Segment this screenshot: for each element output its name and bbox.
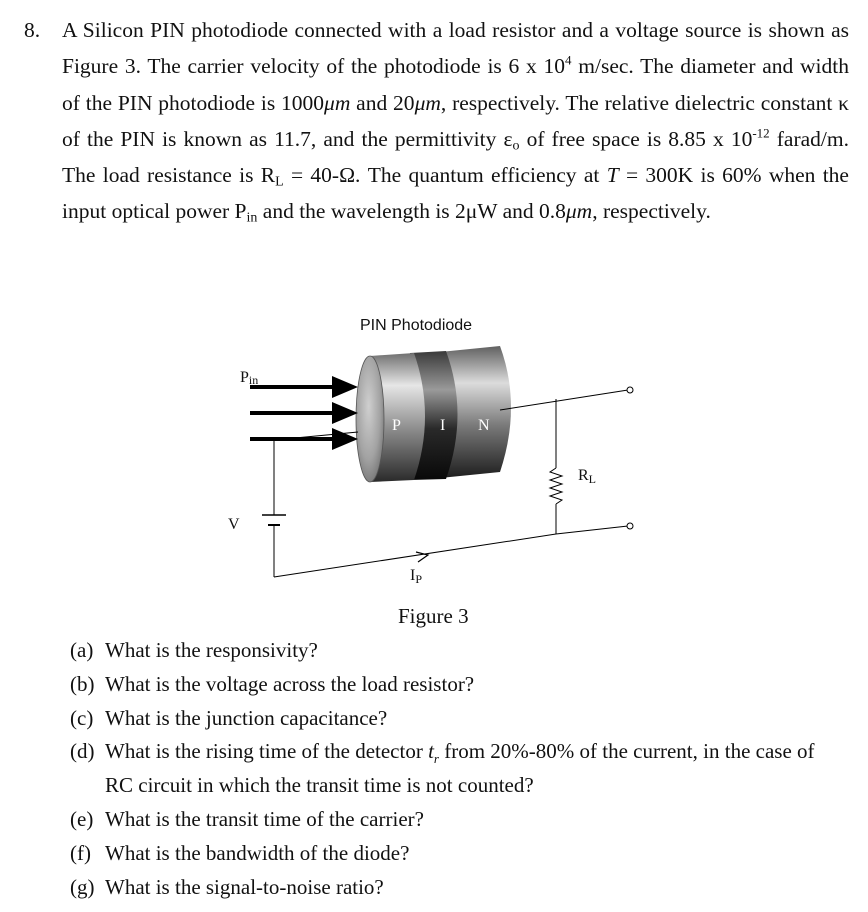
text-segment: A Silicon PIN photodiode connected with a load resistor and a voltage source is shown as Figure 3. The carrier velocity of the photodiode is 6 x 10	[62, 18, 849, 79]
rl-label: R	[578, 467, 589, 484]
text-segment: and 20	[350, 90, 415, 115]
pin-photodiode-circuit-diagram	[0, 290, 868, 640]
text-segment: m/sec. The diameter and width of the PIN photodiode is 1000	[62, 54, 849, 115]
pin-subscript: in	[246, 210, 258, 226]
question-list	[70, 634, 830, 904]
question-label: (a)	[70, 638, 94, 662]
question-g	[70, 871, 830, 905]
question-label: (d)	[70, 739, 95, 764]
voltage-label: V	[228, 516, 240, 533]
question-text: What is the bandwidth of the diode?	[105, 840, 410, 865]
question-e	[70, 803, 830, 837]
rise-time-subscript: r	[433, 751, 439, 767]
load-resistor-label	[578, 467, 596, 486]
question-label: (f)	[70, 840, 91, 865]
layer-p-label: P	[392, 417, 401, 434]
layer-n-label: N	[478, 417, 490, 434]
problem-number: 8.	[24, 18, 41, 42]
figure-title: PIN Photodiode	[360, 317, 473, 334]
question-c	[70, 702, 830, 736]
question-d	[70, 735, 830, 803]
unit-micrometer: μm	[565, 199, 593, 224]
photodiode-cylinder	[356, 346, 511, 482]
question-text: What is the responsivity?	[105, 638, 318, 662]
text-segment: = 300K is 60% when the input optical power P	[62, 163, 849, 224]
problem-statement	[24, 12, 849, 230]
light-arrows	[250, 376, 358, 450]
question-text: What is the signal-to-noise ratio?	[105, 874, 384, 899]
text-segment: farad/m. The load resistance is R	[62, 126, 849, 188]
text-segment: , respectively.	[592, 199, 711, 224]
question-text: What is the transit time of the carrier?	[105, 806, 424, 831]
rl-label-subscript: L	[588, 472, 597, 486]
figure-caption: Figure 3	[398, 604, 469, 628]
permittivity-exponent: -12	[752, 125, 770, 141]
temperature-variable: T	[606, 163, 619, 188]
text-segment: = 40-Ω. The quantum efficiency at	[283, 163, 607, 188]
question-text: from 20%-80% of the current, in the case of RC circuit in which the transit time is not counted?	[105, 739, 815, 798]
text-segment: , respectively. The relative dielectric constant κ of the PIN is known as 11.7, and the permittivity ε	[62, 90, 850, 151]
ip-label-subscript: P	[415, 572, 423, 586]
rl-subscript: L	[275, 174, 284, 190]
question-text: What is the junction capacitance?	[105, 705, 388, 730]
text-segment: and the wavelength is 2μW and 0.8	[257, 199, 566, 224]
pin-label: P	[240, 369, 249, 386]
question-text: What is the rising time of the detector	[105, 739, 429, 764]
pin-label-subscript: in	[248, 373, 259, 387]
layer-i-label: I	[440, 417, 446, 434]
figure-3	[0, 290, 868, 640]
unit-micrometer: μm	[414, 90, 441, 115]
question-label: (b)	[70, 671, 95, 696]
input-power-label	[240, 369, 258, 387]
question-label: (e)	[70, 806, 94, 831]
text-segment: of free space is 8.85 x 10	[519, 126, 753, 151]
question-b	[70, 668, 830, 702]
question-text: What is the voltage across the load resistor?	[105, 671, 475, 696]
photocurrent-label	[410, 567, 422, 586]
epsilon-subscript: o	[512, 138, 520, 154]
rise-time-variable: t	[428, 739, 434, 764]
question-a	[70, 634, 830, 668]
unit-micrometer: μm	[324, 90, 351, 115]
velocity-exponent: 4	[565, 52, 572, 68]
question-label: (c)	[70, 705, 94, 730]
ip-label: I	[410, 567, 416, 584]
question-label: (g)	[70, 874, 95, 899]
question-f	[70, 837, 830, 871]
problem-text	[62, 12, 849, 230]
